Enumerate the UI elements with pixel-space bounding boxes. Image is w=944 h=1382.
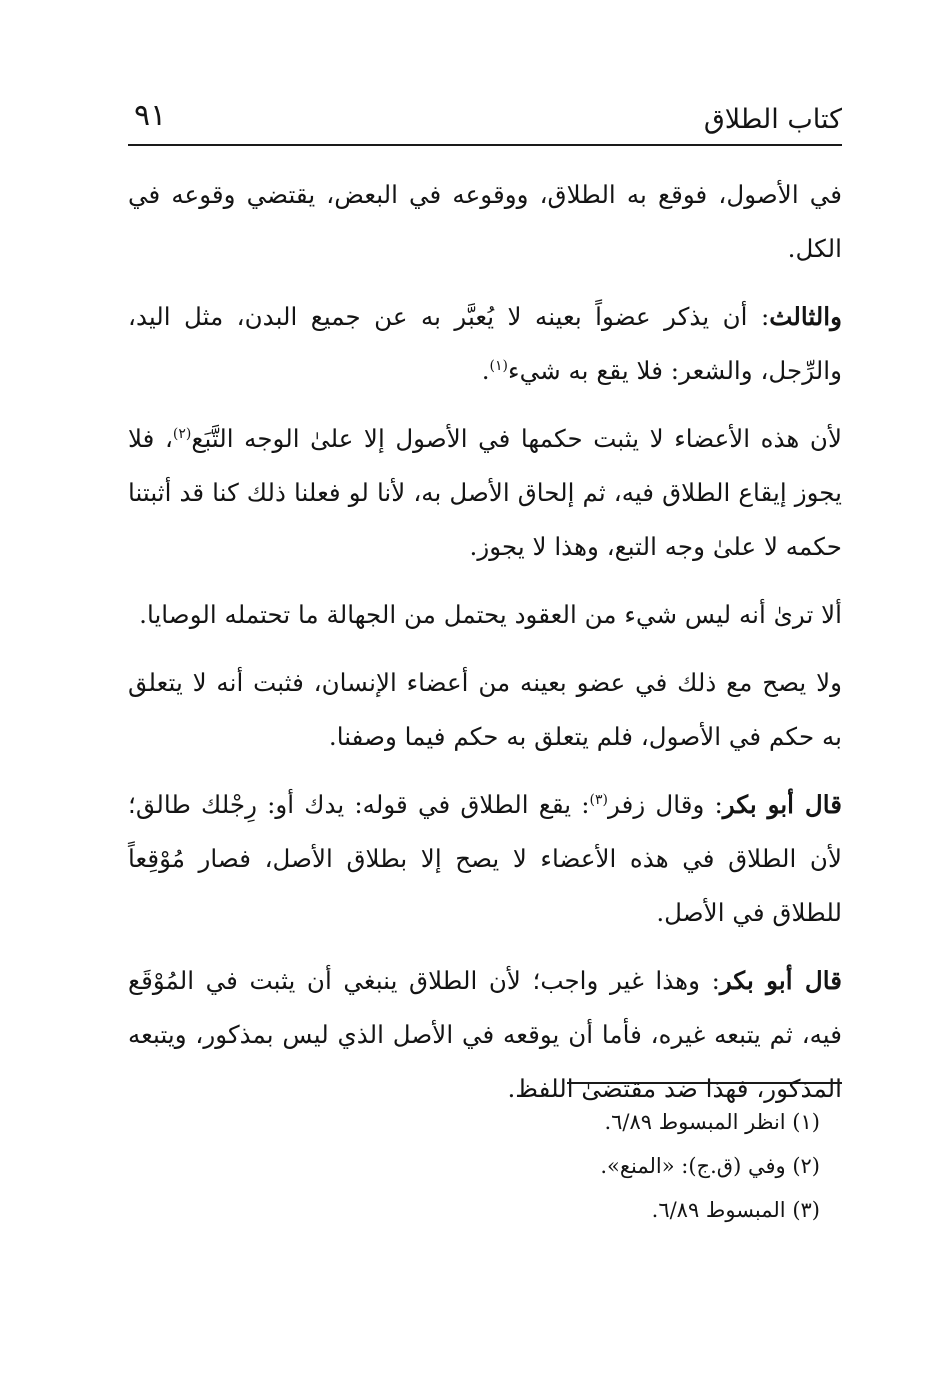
paragraph-lead: قال أبو بكر	[722, 790, 843, 819]
paragraph-tail: ، فلا يجوز إيقاع الطلاق فيه، ثم إلحاق الأصل به، لأنا لو فعلنا ذلك كنا قد أثبتنا حكمه لا علىٰ وجه التبع، وهذا لا يجوز.	[128, 424, 842, 561]
paragraph-text: : أن يذكر عضواً بعينه لا يُعبَّر به عن جميع البدن، مثل اليد، والرِّجل، والشعر: فلا يقع به شيء	[128, 302, 842, 385]
paragraph-text: : وقال زفر	[608, 790, 723, 819]
book-page	[128, 92, 842, 1332]
footnote-ref-1[interactable]: (١)	[489, 357, 508, 374]
footnote-divider	[567, 1082, 842, 1084]
paragraph-4	[128, 588, 842, 642]
paragraph-lead: والثالث	[769, 302, 842, 331]
paragraph-3	[128, 412, 842, 574]
footnotes-list	[220, 1100, 820, 1232]
footnote-3: (٣) المبسوط ٦/٨٩.	[651, 1198, 820, 1222]
paragraph-tail: : يقع الطلاق في قوله: يدك أو: رِجْلك طالق؛ لأن الطلاق في هذه الأعضاء لا يصح إلا بطلاق الأصل، فصار مُوْقِعاً للطلاق في الأصل.	[128, 790, 842, 927]
footnote-1: (١) انظر المبسوط ٦/٨٩.	[604, 1110, 820, 1134]
footnote-ref-3[interactable]: (٣)	[589, 791, 608, 808]
page-number: ٩١	[134, 98, 167, 133]
paragraph-text: ألا ترىٰ أنه ليس شيء من العقود يحتمل من الجهالة ما تحتمله الوصايا.	[139, 600, 842, 629]
paragraph-text: ولا يصح مع ذلك في عضو بعينه من أعضاء الإنسان، فثبت أنه لا يتعلق به حكم في الأصول، فلم يتعلق به حكم فيما وصفنا.	[128, 668, 842, 751]
paragraph-7	[128, 954, 842, 1116]
running-header	[128, 92, 842, 146]
paragraph-tail: .	[481, 356, 490, 385]
main-text	[128, 168, 842, 1116]
footnote-2: (٢) وفي (ق.ج): «المنع».	[600, 1154, 820, 1178]
footnote-ref-2[interactable]: (٢)	[172, 425, 192, 442]
paragraph-6	[128, 778, 842, 940]
paragraph-text: لأن هذه الأعضاء لا يثبت حكمها في الأصول إلا علىٰ الوجه التَّبَع	[191, 424, 843, 453]
paragraph-text: : وهذا غير واجب؛ لأن الطلاق ينبغي أن يثبت في المُوْقَع فيه، ثم يتبعه غيره، فأما أن يوقعه في الأصل الذي ليس بمذكور، ويتبعه المذكور، فهذا ضد مقتضىٰ اللفظ.	[128, 966, 842, 1103]
paragraph-2	[128, 290, 842, 398]
paragraph-5	[128, 656, 842, 764]
paragraph-1	[128, 168, 842, 276]
chapter-title: كتاب الطلاق	[703, 104, 842, 135]
paragraph-lead: قال أبو بكر	[719, 966, 843, 995]
paragraph-text: في الأصول، فوقع به الطلاق، ووقوعه في البعض، يقتضي وقوعه في الكل.	[128, 180, 842, 263]
